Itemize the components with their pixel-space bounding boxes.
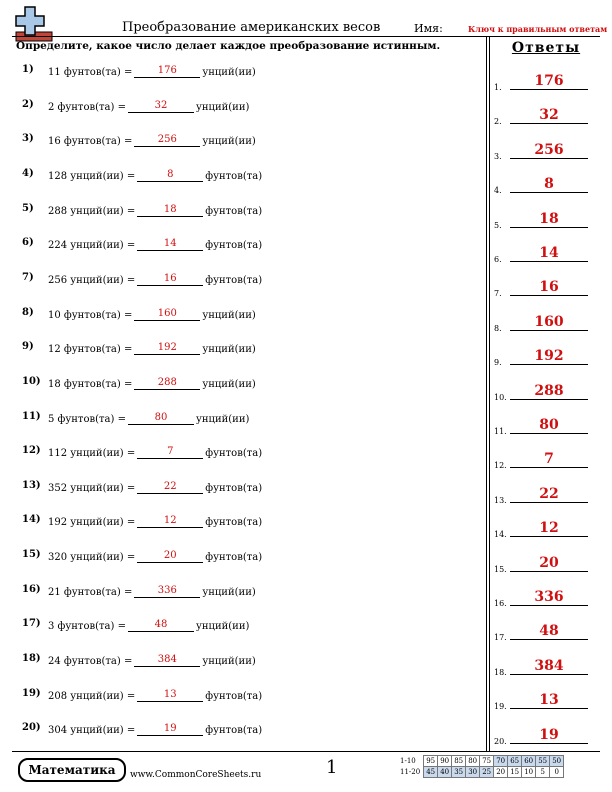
problem-left-text: 11 фунтов(та) = xyxy=(48,67,133,78)
answer-number: 5. xyxy=(494,220,502,230)
answer-number: 16. xyxy=(494,599,507,608)
score-cell: 0 xyxy=(550,767,564,778)
answer-line xyxy=(510,639,588,640)
answer-key-row xyxy=(494,487,604,505)
problem-left-text: 12 фунтов(та) = xyxy=(48,344,133,356)
problem-right-text: фунтов(та) xyxy=(205,552,263,564)
problem-number: 12) xyxy=(22,445,41,457)
problem-number: 1) xyxy=(22,64,34,75)
problem-left-text: 320 унций(ии) = xyxy=(48,552,136,564)
answer-number: 6. xyxy=(494,255,502,264)
answer-key-row xyxy=(494,212,604,230)
answer-blank: 32 xyxy=(128,100,194,113)
answer-value: 19 xyxy=(539,726,559,743)
problem-right-text: унций(ии) xyxy=(195,413,250,425)
problem-left-text: 352 унций(ии) = xyxy=(48,482,136,494)
answer-blank: 20 xyxy=(137,550,203,563)
answer-line xyxy=(510,192,588,193)
answer-number: 11. xyxy=(494,427,507,436)
problem-number: 15) xyxy=(22,549,41,561)
problem-number: 2) xyxy=(22,98,34,110)
answer-key-row xyxy=(494,74,604,92)
score-cell: 35 xyxy=(452,767,466,778)
problem-right-text: фунтов(та) xyxy=(205,448,263,460)
answer-value: 384 xyxy=(534,657,564,674)
score-cell: 15 xyxy=(508,767,522,778)
answer-key-row xyxy=(494,728,604,746)
answer-value: 18 xyxy=(539,210,559,227)
footer-rule xyxy=(12,751,600,752)
problem-right-text: фунтов(та) xyxy=(205,170,263,182)
answer-line xyxy=(510,364,588,365)
page-number: 1 xyxy=(326,757,338,778)
answer-blank: 384 xyxy=(134,654,200,667)
problem-right-text: унций(ии) xyxy=(202,136,256,148)
answer-line xyxy=(510,502,588,503)
answer-number: 18. xyxy=(494,667,507,677)
answer-number: 12. xyxy=(494,461,507,471)
answer-value: 80 xyxy=(539,417,559,433)
answer-blank: 14 xyxy=(137,238,203,251)
problem-right-text: фунтов(та) xyxy=(205,205,263,217)
score-cell: 70 xyxy=(494,756,508,767)
problem-number: 6) xyxy=(22,237,34,249)
answer-key-row xyxy=(494,246,604,264)
instructions: Определите, какое число делает каждое преобразование истинным. xyxy=(16,40,441,52)
score-cell: 20 xyxy=(494,767,508,778)
answer-number: 4. xyxy=(494,186,502,196)
answer-line xyxy=(510,158,588,159)
answer-blank: 80 xyxy=(128,412,194,425)
answer-number: 17. xyxy=(494,633,507,643)
answer-value: 160 xyxy=(534,313,564,330)
problem-number: 16) xyxy=(22,583,41,595)
column-divider xyxy=(486,37,490,751)
name-label: Имя: xyxy=(414,22,443,35)
answer-value: 16 xyxy=(539,279,559,296)
answer-key-row xyxy=(494,659,604,677)
answer-line xyxy=(510,399,588,400)
problem-left-text: 16 фунтов(та) = xyxy=(48,136,133,148)
answer-value: 7 xyxy=(544,451,554,468)
problem-right-text: унций(ии) xyxy=(202,67,256,78)
answer-blank: 19 xyxy=(137,723,203,736)
problem-left-text: 10 фунтов(та) = xyxy=(48,309,133,321)
answer-line xyxy=(510,227,588,228)
score-cell: 10 xyxy=(522,767,536,778)
answer-blank: 176 xyxy=(134,65,200,78)
answer-blank: 16 xyxy=(137,273,203,286)
answer-value: 12 xyxy=(539,520,559,537)
answer-number: 1. xyxy=(494,83,502,92)
answer-key-row xyxy=(494,556,604,574)
answer-key-row xyxy=(494,693,604,711)
answer-key-row xyxy=(494,418,604,436)
problem-left-text: 128 унций(ии) = xyxy=(48,170,136,182)
problem-number: 4) xyxy=(22,167,34,179)
answer-line xyxy=(510,605,588,606)
answer-number: 20. xyxy=(494,736,507,746)
problem-number: 3) xyxy=(22,133,34,145)
answer-key-row xyxy=(494,280,604,298)
answer-line xyxy=(510,743,588,744)
answer-line xyxy=(510,571,588,572)
problem-left-text: 24 фунтов(та) = xyxy=(48,656,133,668)
score-cell: 80 xyxy=(466,756,480,767)
answer-number: 14. xyxy=(494,530,507,540)
answer-blank: 48 xyxy=(128,619,194,632)
answer-blank: 288 xyxy=(134,377,200,390)
answer-value: 288 xyxy=(534,382,564,399)
answer-line xyxy=(510,467,588,468)
problem-right-text: унций(ии) xyxy=(202,344,256,356)
problem-right-text: унций(ии) xyxy=(202,586,256,598)
answer-key-row xyxy=(494,177,604,195)
answer-value: 22 xyxy=(539,485,559,502)
score-cell: 95 xyxy=(424,756,438,767)
score-cell: 40 xyxy=(438,767,452,778)
answer-value: 14 xyxy=(539,245,559,261)
problem-left-text: 112 унций(ии) = xyxy=(48,448,136,460)
header-rule xyxy=(12,36,600,37)
answer-number: 2. xyxy=(494,117,502,127)
answer-number: 9. xyxy=(494,358,502,368)
answer-line xyxy=(510,536,588,537)
answer-key-row xyxy=(494,452,604,470)
score-cell: 55 xyxy=(536,756,550,767)
score-cell: 65 xyxy=(508,756,522,767)
answer-blank: 13 xyxy=(137,689,203,702)
problem-left-text: 18 фунтов(та) = xyxy=(48,378,133,390)
answer-line xyxy=(510,295,588,296)
page-title: Преобразование американских весов xyxy=(122,20,381,35)
answer-value: 48 xyxy=(539,623,559,640)
problem-right-text: унций(ии) xyxy=(202,656,256,668)
problem-number: 9) xyxy=(22,341,34,353)
score-cell: 85 xyxy=(452,756,466,767)
answer-value: 32 xyxy=(539,107,559,124)
problem-number: 14) xyxy=(22,514,41,526)
score-cell: 30 xyxy=(466,767,480,778)
problem-number: 13) xyxy=(22,479,41,491)
score-cell: 45 xyxy=(424,767,438,778)
answer-value: 20 xyxy=(539,554,559,571)
subject-badge: Математика xyxy=(18,758,126,782)
score-row xyxy=(398,756,564,767)
answer-line xyxy=(510,433,588,434)
problem-right-text: фунтов(та) xyxy=(205,725,263,737)
answer-number: 10. xyxy=(494,392,507,402)
problem-left-text: 2 фунтов(та) = xyxy=(48,101,126,113)
score-cell: 25 xyxy=(480,767,494,778)
problem-left-text: 304 унций(ии) = xyxy=(48,725,136,737)
problem-right-text: фунтов(та) xyxy=(205,517,263,529)
answer-key-row xyxy=(494,384,604,402)
answer-blank: 160 xyxy=(134,308,200,321)
answer-line xyxy=(510,674,588,675)
answer-value: 8 xyxy=(544,176,554,193)
score-cell: 90 xyxy=(438,756,452,767)
answer-blank: 12 xyxy=(137,515,203,528)
problem-right-text: фунтов(та) xyxy=(205,482,263,494)
problem-left-text: 288 унций(ии) = xyxy=(48,205,136,217)
answer-key-row xyxy=(494,590,604,608)
answer-key-row xyxy=(494,349,604,367)
score-row-label: 1-10 xyxy=(400,757,416,765)
problem-number: 10) xyxy=(22,375,41,387)
answer-number: 3. xyxy=(494,151,502,161)
problem-number: 17) xyxy=(22,618,41,630)
answer-blank: 336 xyxy=(134,585,200,598)
problem-right-text: фунтов(та) xyxy=(205,274,263,286)
answer-value: 256 xyxy=(534,141,564,158)
answer-number: 13. xyxy=(494,495,507,505)
problem-number: 18) xyxy=(22,653,41,665)
answer-line xyxy=(510,89,588,90)
answer-number: 15. xyxy=(494,564,507,574)
problem-right-text: унций(ии) xyxy=(202,309,256,321)
answer-number: 19. xyxy=(494,702,507,712)
problem-left-text: 208 унций(ии) = xyxy=(48,690,136,702)
problem-number: 8) xyxy=(22,306,34,318)
problem-left-text: 224 унций(ии) = xyxy=(48,240,136,252)
score-cell: 5 xyxy=(536,767,550,778)
answer-key-row xyxy=(494,521,604,539)
score-row-label: 11-20 xyxy=(400,768,421,776)
problem-left-text: 192 унций(ии) = xyxy=(48,517,136,529)
answers-heading: Ответы xyxy=(511,40,581,56)
problem-left-text: 256 унций(ии) = xyxy=(48,274,136,286)
answer-key-row xyxy=(494,315,604,333)
problem-number: 11) xyxy=(22,410,41,422)
problem-number: 5) xyxy=(22,202,34,214)
problem-right-text: фунтов(та) xyxy=(205,690,263,702)
answer-number: 8. xyxy=(494,323,502,333)
score-cell: 50 xyxy=(550,756,564,767)
answer-key-label: Ключ к правильным ответам xyxy=(468,24,608,34)
answer-number: 7. xyxy=(494,289,502,299)
answer-key-row xyxy=(494,624,604,642)
answer-line xyxy=(510,261,588,262)
answer-key-row xyxy=(494,143,604,161)
problem-right-text: фунтов(та) xyxy=(205,240,263,252)
answer-key-row xyxy=(494,108,604,126)
problem-right-text: унций(ии) xyxy=(195,101,250,113)
problem-number: 7) xyxy=(22,271,34,283)
answer-blank: 18 xyxy=(137,204,203,217)
problem-left-text: 5 фунтов(та) = xyxy=(48,413,126,425)
answer-blank: 8 xyxy=(137,169,203,182)
score-cell: 75 xyxy=(480,756,494,767)
answer-blank: 7 xyxy=(137,446,203,459)
problem-right-text: унций(ии) xyxy=(195,621,250,633)
problem-left-text: 3 фунтов(та) = xyxy=(48,621,126,633)
answer-line xyxy=(510,330,588,331)
answer-blank: 22 xyxy=(137,481,203,494)
score-row xyxy=(398,767,564,778)
site-url: www.CommonCoreSheets.ru xyxy=(130,770,262,780)
problem-left-text: 21 фунтов(та) = xyxy=(48,586,133,598)
answer-value: 192 xyxy=(534,348,564,365)
score-table xyxy=(398,755,564,778)
answer-blank: 256 xyxy=(134,134,200,147)
answer-blank: 192 xyxy=(134,342,200,355)
answer-value: 13 xyxy=(539,692,559,709)
score-cell: 60 xyxy=(522,756,536,767)
answer-line xyxy=(510,123,588,124)
answer-line xyxy=(510,708,588,709)
answer-value: 336 xyxy=(534,589,564,605)
problem-number: 19) xyxy=(22,687,41,699)
problem-number: 20) xyxy=(22,722,41,734)
answer-value: 176 xyxy=(534,73,564,89)
problem-right-text: унций(ии) xyxy=(202,378,256,390)
